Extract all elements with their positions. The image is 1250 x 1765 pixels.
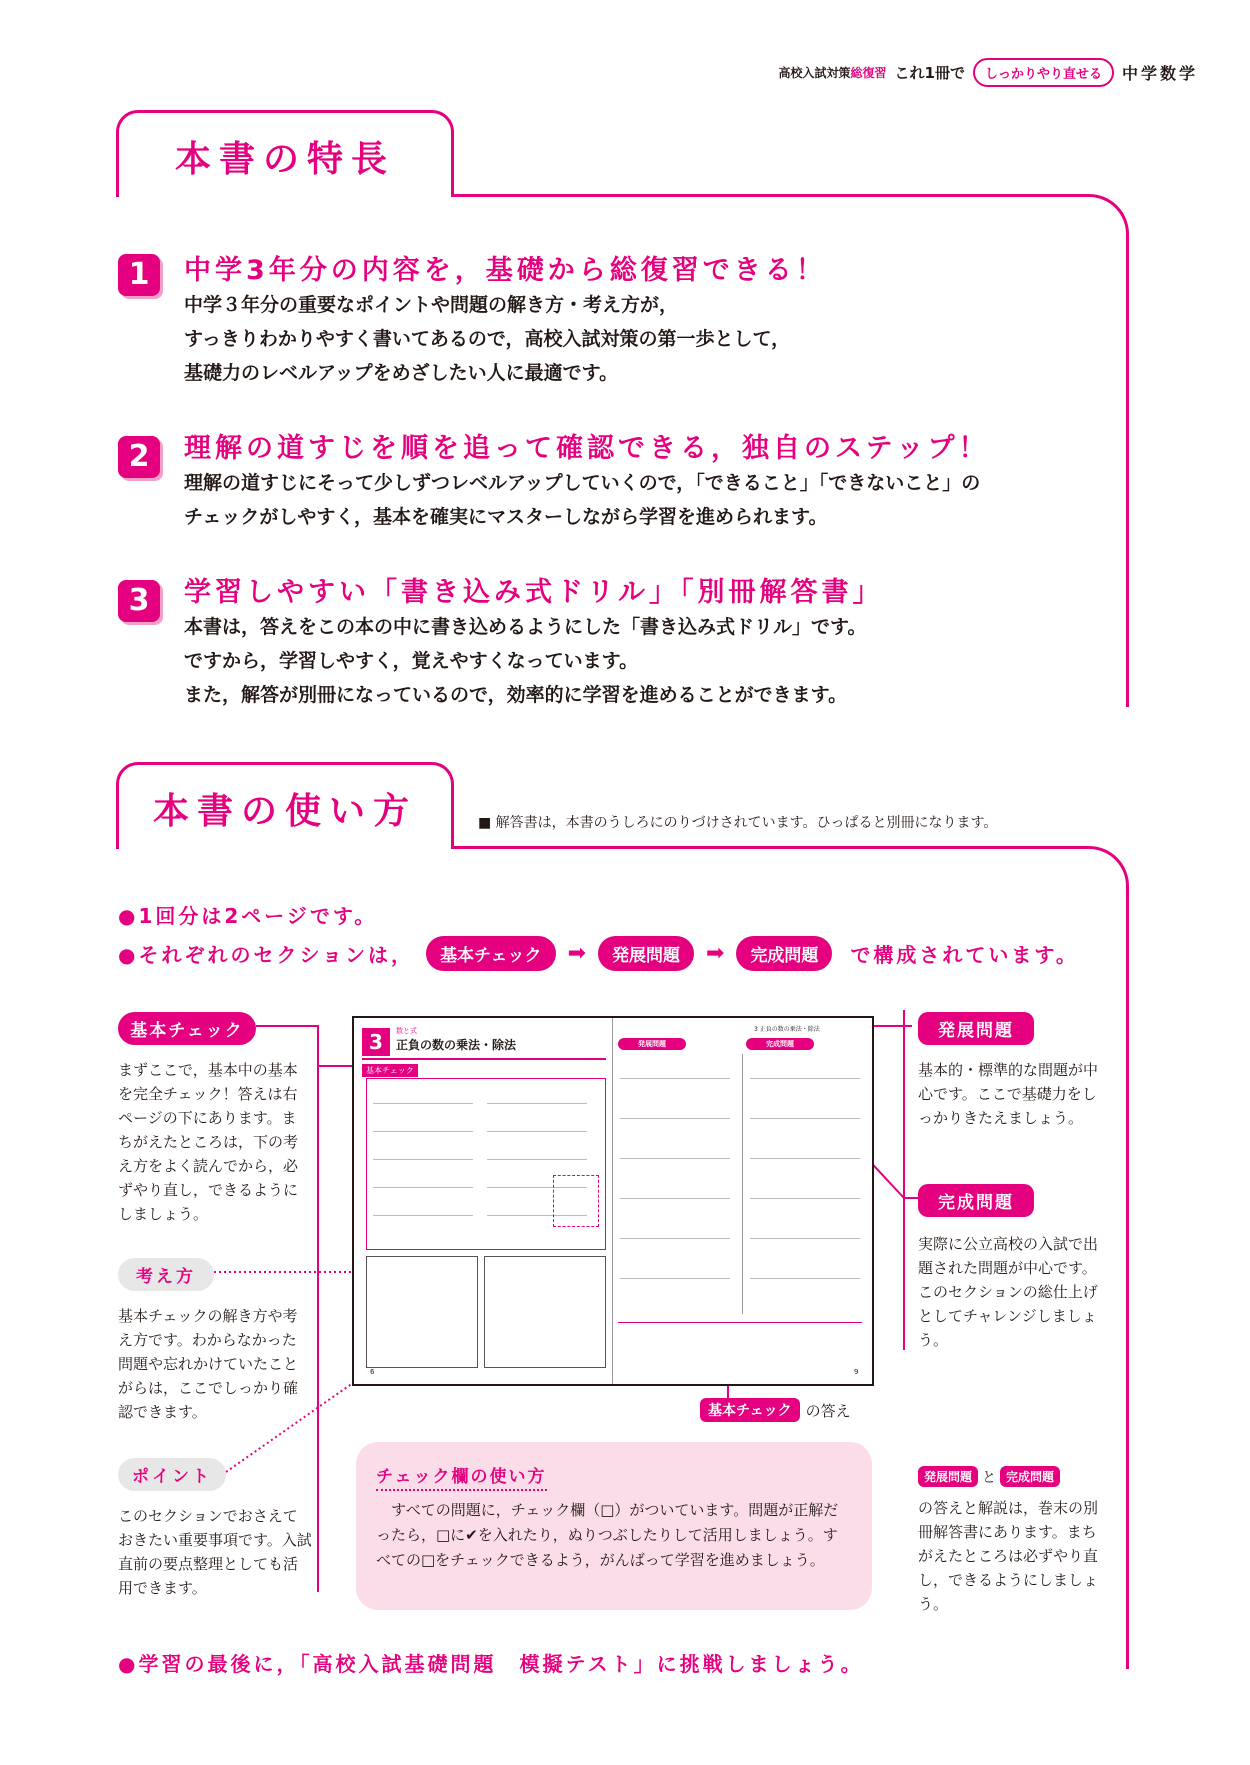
feature-body-3: 本書は，答えをこの本の中に書き込めるようにした「書き込み式ドリル」です。 ですから，学習しやすく，覚えやすくなっています。 また，解答が別冊になっているので，効率的に学習を進めることができます。 <box>184 616 867 706</box>
label-kansei: 完成問題 <box>918 1184 1034 1217</box>
desc-point: このセクションでおさえておきたい重要事項です。入試直前の要点整理としても活用できます。 <box>118 1507 312 1597</box>
feature-body-1: 中学３年分の重要なポイントや問題の解き方・考え方が， すっきりわかりやすく書いてあるので，高校入試対策の第一歩として， 基礎力のレベルアップをめざしたい人に最適です。 <box>184 294 791 384</box>
problem-line <box>487 1131 587 1132</box>
problem-line <box>487 1159 587 1160</box>
problem-line <box>373 1215 473 1216</box>
unit-title-rule <box>362 1058 606 1060</box>
problem-line <box>620 1278 730 1279</box>
feature-body-2: 理解の道すじにそって少しずつレベルアップしていくので，「できること」「できないこと」の チェックがしやすく，基本を確実にマスターしながら学習を進められます。 <box>184 472 981 528</box>
feature-heading-1: 中学3年分の内容を，基礎から総復習できる！ <box>184 255 827 286</box>
page-number-right: 9 <box>854 1368 859 1376</box>
usage-title: 本書の使い方 <box>152 791 417 832</box>
thumb-header-right: 3 正負の数の乗法・除法 <box>754 1026 820 1033</box>
usage-bullet-pages: ●1回分は2ページです。 <box>118 904 378 928</box>
thumb-kansei-label: 完成問題 <box>746 1038 814 1050</box>
hint-box <box>553 1175 599 1227</box>
problem-line <box>620 1118 730 1119</box>
features-title: 本書の特長 <box>174 139 395 180</box>
feature-heading-3: 学習しやすい「書き込み式ドリル」「別冊解答書」 <box>184 577 884 608</box>
desc-kangaekata: 基本チェックの解き方や考え方です。わからなかった問題や忘れかけていたことがらは，ここでしっかり確認できます。 <box>118 1307 299 1421</box>
answer-strip <box>618 1322 862 1341</box>
label-point: ポイント <box>118 1458 226 1491</box>
problem-line <box>620 1198 730 1199</box>
problem-line <box>620 1238 730 1239</box>
problem-line <box>750 1078 860 1079</box>
problem-line <box>487 1103 587 1104</box>
answer-caption-chip: 基本チェック <box>700 1398 800 1422</box>
flow-prefix: ●それぞれのセクションは， <box>118 943 415 967</box>
answer-caption <box>700 1398 851 1422</box>
note-chip-hatten: 発展問題 <box>918 1466 978 1487</box>
page-number-left: 6 <box>370 1368 375 1376</box>
spread-divider <box>612 1018 613 1384</box>
label-kangaekata: 考え方 <box>118 1258 214 1291</box>
answer-caption-text: の答え <box>805 1401 851 1420</box>
point-box-left <box>366 1256 478 1368</box>
feature-number-1: 1 <box>118 254 160 296</box>
thumb-mid-divider <box>742 1054 743 1314</box>
tagline: これ1冊で <box>894 64 965 82</box>
unit-category: 数と式 <box>396 1027 417 1035</box>
flow-arrow-icon: ➡ <box>706 941 725 966</box>
checkbox-usage-text: すべての問題に，チェック欄（□）がついています。問題が正解だったら，□に✔を入れたり，ぬりつぶしたりして活用しましょう。すべての□をチェックできるよう，がんばって学習を進めましょう。 <box>376 1501 839 1569</box>
flow-chip-hatten: 発展問題 <box>598 936 694 971</box>
label-hatten: 発展問題 <box>918 1012 1034 1045</box>
kangaekata-box <box>484 1256 606 1368</box>
answers-note-chips <box>918 1466 1060 1487</box>
desc-hatten: 基本的・標準的な問題が中心です。ここで基礎力をしっかりきたえましょう。 <box>918 1061 1099 1127</box>
problem-line <box>373 1131 473 1132</box>
flow-chip-kansei: 完成問題 <box>736 936 832 971</box>
checkbox-usage-box <box>356 1442 872 1610</box>
flow-arrow-icon: ➡ <box>567 941 586 966</box>
final-bullet: ●学習の最後に，「高校入試基礎問題 模擬テスト」に挑戦しましょう。 <box>118 1652 864 1676</box>
problem-line <box>373 1103 473 1104</box>
desc-kihon-check: まずここで，基本中の基本を完全チェック！答えは右ページの下にあります。まちがえたところは，下の考え方をよく読んでから，必ずやり直し，できるようにしましょう。 <box>118 1061 299 1223</box>
problem-line <box>750 1118 860 1119</box>
desc-kansei: 実際に公立高校の入試で出題された問題が中心です。このセクションの総仕上げとしてチャレンジしましょう。 <box>918 1235 1099 1349</box>
answers-note-text: の答えと解説は，巻末の別冊解答書にあります。まちがえたところは必ずやり直し，できるようにしましょう。 <box>918 1499 1099 1613</box>
note-conj: と <box>982 1469 997 1486</box>
problem-line <box>750 1158 860 1159</box>
feature-number-2: 2 <box>118 436 160 478</box>
problem-line <box>750 1198 860 1199</box>
problem-line <box>620 1078 730 1079</box>
thumb-hatten-label: 発展問題 <box>618 1038 686 1050</box>
feature-number-3: 3 <box>118 580 160 622</box>
unit-number-badge: 3 <box>362 1028 390 1056</box>
usage-note: ■ 解答書は，本書のうしろにのりづけされています。ひっぱると別冊になります。 <box>478 815 998 831</box>
flow-chip-kihon: 基本チェック <box>426 936 556 971</box>
problem-line <box>373 1159 473 1160</box>
checkbox-usage-title: チェック欄の使い方 <box>376 1462 547 1491</box>
note-chip-kansei: 完成問題 <box>1000 1466 1060 1487</box>
problem-line <box>373 1187 473 1188</box>
feature-heading-2: 理解の道すじを順を追って確認できる，独自のステップ！ <box>184 433 990 464</box>
left-problem-area <box>366 1078 606 1250</box>
problem-line <box>750 1278 860 1279</box>
unit-title: 正負の数の乗法・除法 <box>396 1038 517 1052</box>
subject-title: 中学数学 <box>1121 64 1198 83</box>
tagline-pill: しっかりやり直せる <box>973 58 1114 87</box>
problem-line <box>750 1238 860 1239</box>
sample-page-spread <box>352 1016 874 1386</box>
series-label: 高校入試対策総復習 <box>778 66 887 80</box>
problem-line <box>620 1158 730 1159</box>
flow-suffix: で構成されています。 <box>850 943 1079 967</box>
thumb-kihon-label: 基本チェック <box>362 1064 418 1077</box>
label-kihon-check: 基本チェック <box>118 1012 256 1045</box>
